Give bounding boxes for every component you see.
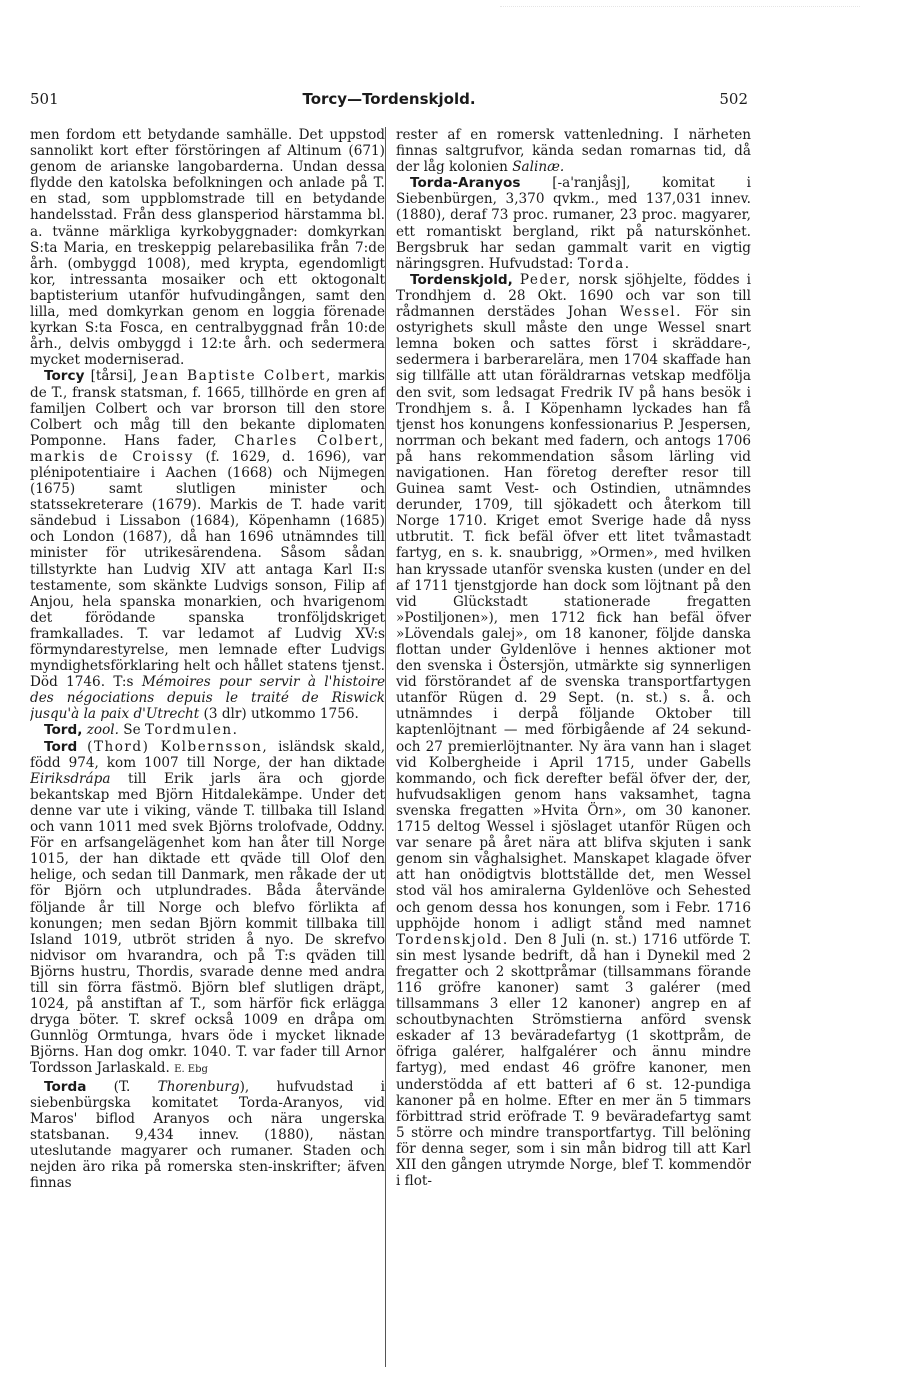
person-name: Peder, (519, 271, 572, 288)
entry-tord-skald: Tord (Thord) Kolbernsson, isländsk skald, född 974, kom 1007 till Norge, der han diktade Eiriksdrápa till Erik jarls ära och gjorde bekantskap med Björn Hitdalekämpe. Under det denne var ute i viking, vände T. tillbaka till Island och vann 1011 med svek Björns trolofvade, Oddny. För en arfsangelägenhet kom han åter till Norge 1015, der han diktade ett qväde till Olof den helige, och sedan till Danmark, men råkade der ut för Björn och utplundrades. Båda återvände följande år till Norge och blefvo förlikta af konungen; men sedan Björn kommit tillbaka till Island 1019, utbröt striden å nyo. De skrefvo nidvisor om hvarandra, och på T:s qväden till Björns hustru, Thordis, svarade denne med andra till sin förra fästmö. Björn blef slutligen dräpt, 1024, på anstiftan af T., som härför fick erlägga dryga böter. T. skref också 1009 en dråpa om Gunnlög Ormtunga, hvars öde i mycket liknade Björns. Han dog omkr. 1040. T. var fader till Arnor Tordsson Jarlaskald. E. Ebg (30, 738, 385, 1077)
headword-tordenskjold: Tordenskjold, (410, 271, 513, 288)
right-column (396, 127, 751, 1377)
scan-artifact (500, 6, 860, 17)
continued-paragraph: rester af en romersk vattenledning. I närheten finnas saltgrufvor, kända sedan romarnas tid, då der låg kolonien Salinæ. (396, 127, 751, 176)
work-title: Eiriksdrápa (30, 770, 111, 787)
person-name: Wessel. (619, 304, 682, 321)
page-number-left: 501 (30, 90, 59, 108)
page-number-right: 502 (719, 90, 748, 108)
person-name: Jean Baptiste Colbert, (143, 368, 332, 385)
entry-tordenskjold: Tordenskjold, Peder, norsk sjöhjelte, föddes i Trondhjem d. 28 Okt. 1690 och var son till rådmannen derstädes Johan Wessel. För sin ostyrighets skull måste den unge Wessel snart lemna boken och sattes först i skräddare-, sedermera i barberarelära, men 1704 skaffade han sig tillfälle att utan föräldrarnas vetskap medfölja den svit, som ledsagat Fredrik IV på hans besök i Trondhjem s. å. I Köpenhamn lyckades han få tjenst hos konungens konfessionarius P. Jespersen, norrman och bekant med fadern, och antogs 1706 på hans rekommendation såsom lärling vid navigationen. Han företog derefter resor till Guinea samt Vest- och Ostindien, utnämndes derunder, 1709, till sjökadett och återkom till Norge 1710. Kriget emot Sverige hade då nyss utbrutit. T. fick befäl öfver ett litet tvåmastadt fartyg, en s. k. snaubrigg, »Ormen», med hvilken han kryssade utanför svenska kusten (under en del af 1711 tjenstgjorde han dock som löjtnant på den vid Glückstadt stationerade fregatten »Postiljonen»), men 1712 fick han befäl öfver »Lövendals galej», om 18 kanoner, följde danska flottan under Gyldenlöve i hennes aktioner mot den svenska i Östersjön, utmärkte sig synnerligen vid förstörandet af de svenska transportfartygen utanför Rügen d. 29 Sept. (n. st.) s. å. och utnämndes i derpå följande Oktober till kaptenlöjtnant — med förbigående af 24 sekund- och 27 premierlöjtnanter. Ny ära vann han i slaget vid Kolbergheide i April 1715, under Gabells kommando, och fick derefter befäl öfver der, der, hufvudsakligen genom hans vaksamhet, tagna svenska fregatten »Hvita Örn», om 30 kanoner. 1715 deltog Wessel i sjöslaget utanför Rügen och var senare på året nära att blifva skjuten i sank genom sin våghalsighet. Manskapet klagade öfver att han onödigtvis blottställde det, men Wessel stod väl hos amiralerna Gyldenlöve och Sehested och genom dessa hos konungen, som i Febr. 1716 upphöjde honom i adligt stånd med namnet Tordenskjold. Den 8 Juli (n. st.) 1716 utförde T. sin mest lysande bedrift, då han i Dynekil med 2 fregatter och 2 skottpråmar (tillsammans förande 116 gröfre kanoner) samt 3 galérer (med tillsammans 3 eller 12 kanoner) angrep en af schoutbynachten Strömstierna anförd svensk eskader af 13 beväradefartyg (1 skottpråm, de öfriga galérer, halfgalérer och ännu mindre fartyg), med endast 46 gröfre kanoner, men understödda af ett batteri af 6 st. 12-pundiga kanoner på en holme. Efter en mer än 5 timmars förbittrad strid eröfrade T. 9 beväradefartyg samt 5 större och mindre transportfartyg. Till belöning för denna seger, som i sin mån bidrog till att Karl XII den gången utrymde Norge, blef T. kommendör i flot- (396, 271, 751, 1190)
running-title: Torcy—Tordenskjold. (302, 90, 476, 108)
headword-torda: Torda (44, 1078, 87, 1095)
person-name: (Thord) Kolbernsson, (87, 738, 269, 755)
author-signature: E. Ebg (174, 1064, 208, 1076)
person-name: Charles Colbert, markis de Croissy (30, 432, 385, 465)
headword-tord: Tord, (44, 722, 83, 739)
headword-torda-aranyos: Torda-Aranyos (410, 175, 521, 192)
entry-torda: Torda (T. Thorenburg), hufvudstad i siebenbürgska komitatet Torda-Aranyos, vid Maros' biflod Aranyos och nära ungerska statsbanan. 9,434 innev. (1880), nästan uteslutande magyarer och rumaner. Staden och nejden äro rika på romerska sten-inskrifter; äfven finnas (30, 1078, 385, 1192)
place-name: Salinæ. (512, 159, 565, 176)
city-name: Torda. (577, 255, 631, 272)
headword-tord: Tord (44, 738, 78, 755)
cross-reference: Tordmulen. (144, 722, 239, 739)
entry-torda-aranyos: Torda-Aranyos [-a'ranjåsj], komitat i Siebenbürgen, 3,370 qvkm., med 137,031 innev. (1880), deraf 73 proc. rumaner, 23 proc. magyarer, ett romantiskt bergland, rikt på naturskönhet. Bergsbruk har sedan gammalt varit en vigtig näringsgren. Hufvudstad: Torda. (396, 175, 751, 272)
entry-tord-zool: Tord, zool. Se Tordmulen. (44, 722, 239, 739)
entry-torcy: Torcy [tårsi], Jean Baptiste Colbert, markis de T., fransk statsman, f. 1665, tillhörde en gren af familjen Colbert och var brorson till den store Colbert och måg till den bekante diplomaten Pomponne. Hans fader, Charles Colbert, markis de Croissy (f. 1629, d. 1696), var plénipotentiaire i Aachen (1668) och Nijmegen (1675) samt slutligen minister och statssekreterare (1679). Markis de T. hade varit sändebud i Lissabon (1684), Köpenhamn (1685) och London (1687), då han 1696 utnämndes till minister för utrikesärendena. Såsom sådan tillstyrkte han Ludvig XIV att antaga Karl II:s testamente, som skänkte Ludvigs sonson, Filip af Anjou, hela spanska monarkien, och hvarigenom det förödande spanska tronföljdskriget framkallades. T. var ledamot af Ludvig XV:s förmyndarestyrelse, men lemnade efter Ludvigs myndighetsförklaring helt och hållet statens tjenst. Död 1746. T:s Mémoires pour servir à l'histoire des négociations depuis le traité de Riswick jusqu'à la paix d'Utrecht (3 dlr) utkommo 1756. (30, 368, 385, 723)
continued-paragraph: men fordom ett betydande samhälle. Det uppstod sannolikt kort efter förstöringen af Altinum (671) genom de arianske langobarderna. Undan dessa flydde den katolska befolkningen och anlade på T. en stad, som uppblomstrade till en betydande handelsstad. Från dess glansperiod härstamma bl. a. tvänne märkliga kyrkobyggnader: domkyrkan S:ta Maria, en treskeppig pelarebasilika från 7:de årh. (ombyggd 1008), med krypta, egendomligt kor, intressanta mosaiker och ett oktogonalt baptisterium utanför hufvudingången, samt den lilla, med domkyrkan genom en loggia förenade kyrkan S:ta Fosca, en centralbyggnad från 10:de årh., delvis ombyggd i 12:te årh. och sedermera mycket moderniserad. (30, 127, 385, 369)
page-header (30, 90, 748, 114)
headword-torcy: Torcy (44, 368, 85, 385)
work-title: Mémoires pour servir à l'histoire des négociations depuis le traité de Riswick jusqu'à la paix d'Utrecht (30, 674, 385, 723)
alternate-name: Thorenburg (157, 1078, 240, 1095)
column-divider (385, 127, 386, 1367)
left-column (30, 127, 385, 1377)
abbreviation: zool. (86, 722, 119, 739)
noble-name: Tordenskjold. (396, 931, 509, 948)
